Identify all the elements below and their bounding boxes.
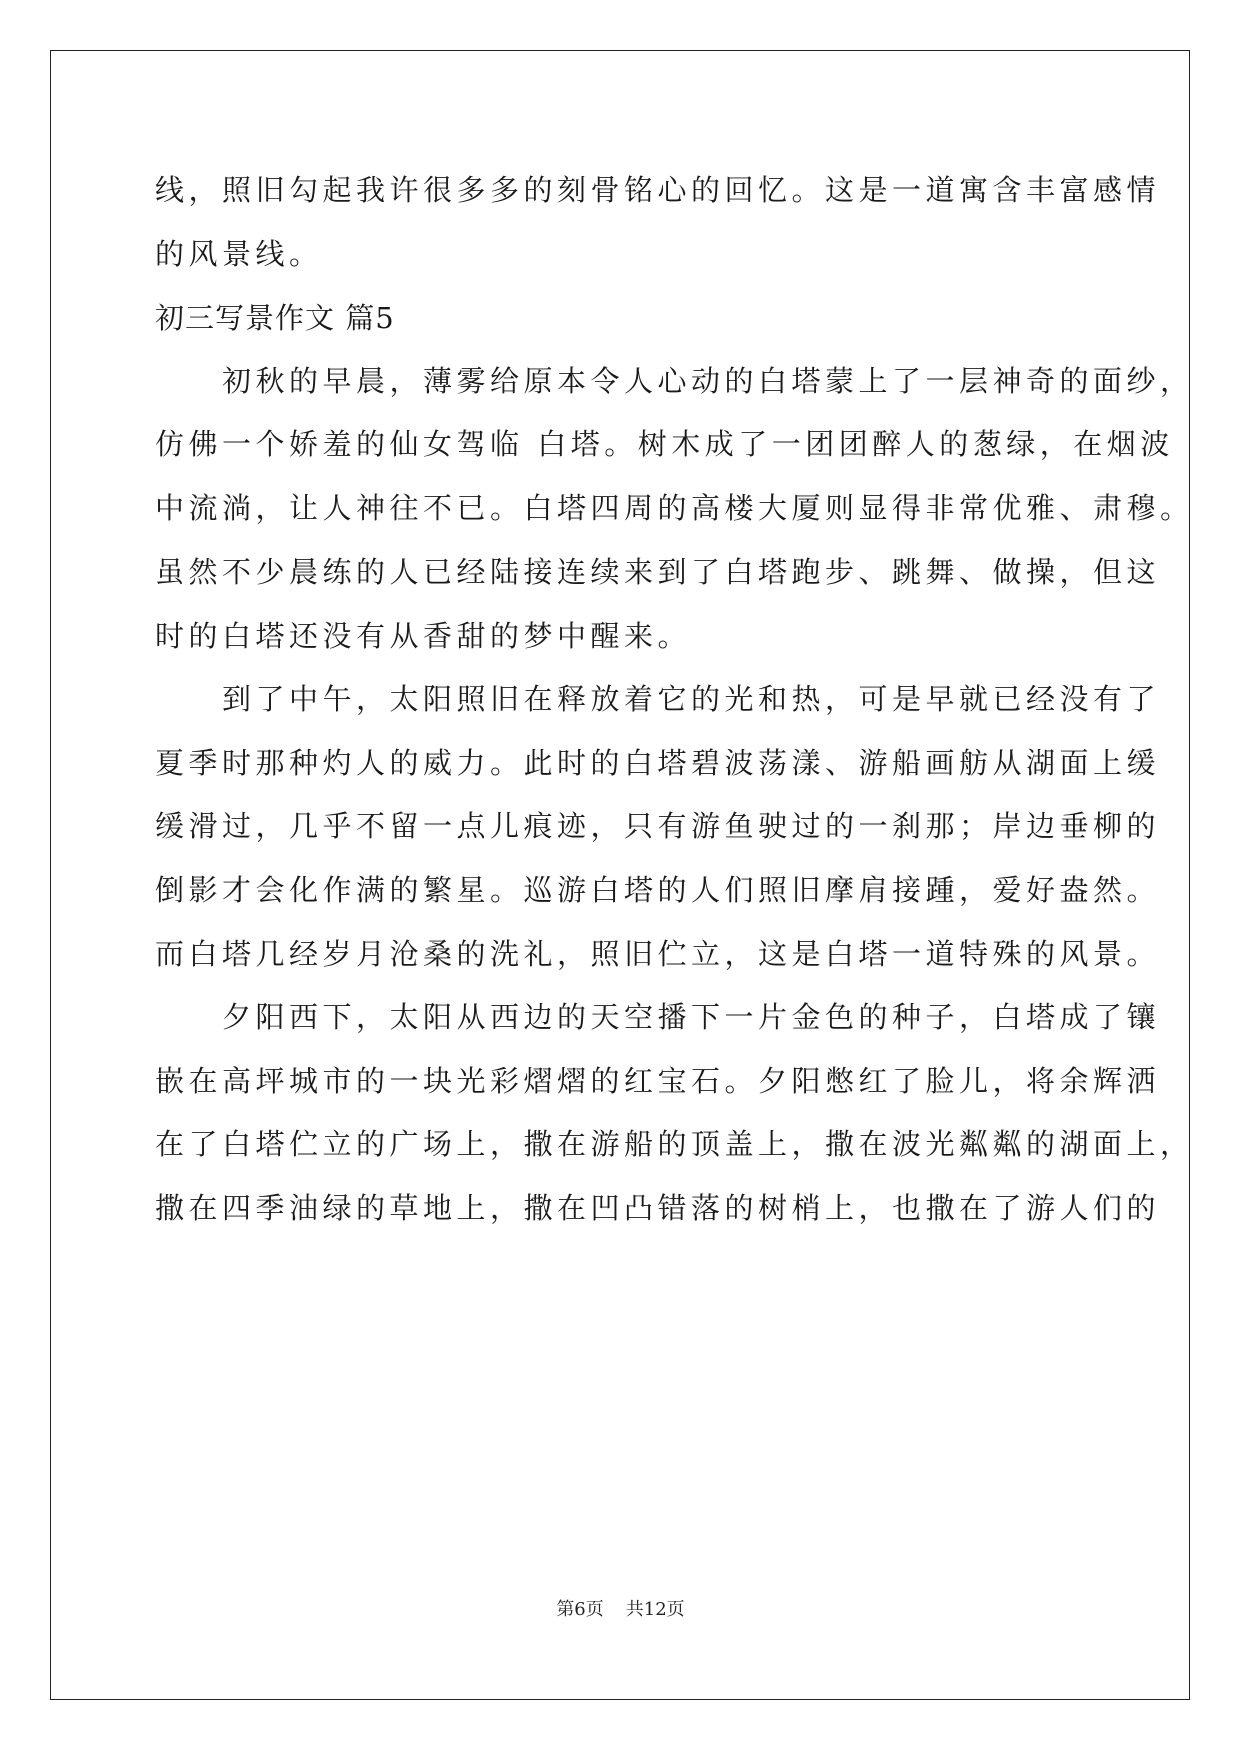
text-line: 撒在四季油绿的草地上，撒在凹凸错落的树梢上，也撒在了游人们的: [155, 1191, 1161, 1225]
text-line: 缓滑过，几乎不留一点儿痕迹，只有游鱼驶过的一刹那；岸边垂柳的: [155, 809, 1161, 843]
page-number-total: 共12页: [625, 1599, 685, 1620]
text-line: 在了白塔伫立的广场上，撒在游船的顶盖上，撒在波光粼粼的湖面上，: [155, 1127, 1194, 1161]
page-number-current: 第6页: [556, 1599, 604, 1620]
text-line: 夏季时那种灼人的威力。此时的白塔碧波荡漾、游船画舫从湖面上缓: [155, 746, 1161, 780]
text-line: 中流淌，让人神往不已。白塔四周的高楼大厦则显得非常优雅、肃穆。: [155, 491, 1194, 525]
text-line: 仿佛一个娇羞的仙女驾临 白塔。树木成了一团团醉人的葱绿，在烟波: [155, 427, 1174, 461]
text-line: 初秋的早晨，薄雾给原本令人心动的白塔蒙上了一层神奇的面纱，: [155, 364, 1194, 398]
text-line: 虽然不少晨练的人已经陆接连续来到了白塔跑步、跳舞、做操，但这: [155, 555, 1161, 589]
text-line: 倒影才会化作满的繁星。巡游白塔的人们照旧摩肩接踵，爱好盎然。: [155, 873, 1161, 907]
page-footer: [0, 1598, 1241, 1622]
text-line: 夕阳西下，太阳从西边的天空播下一片金色的种子，白塔成了镶: [155, 1000, 1161, 1034]
text-line: 时的白塔还没有从香甜的梦中醒来。: [155, 619, 692, 653]
text-line: 到了中午，太阳照旧在释放着它的光和热，可是早就已经没有了: [155, 682, 1161, 716]
text-line: 嵌在高坪城市的一块光彩熠熠的红宝石。夕阳憋红了脸儿，将余辉洒: [155, 1064, 1161, 1098]
text-line: 的风景线。: [155, 237, 323, 271]
section-heading: 初三写景作文 篇5: [155, 301, 395, 335]
text-line: 线，照旧勾起我许很多多的刻骨铭心的回忆。这是一道寓含丰富感情: [155, 173, 1161, 207]
text-line: 而白塔几经岁月沧桑的洗礼，照旧伫立，这是白塔一道特殊的风景。: [155, 937, 1161, 971]
